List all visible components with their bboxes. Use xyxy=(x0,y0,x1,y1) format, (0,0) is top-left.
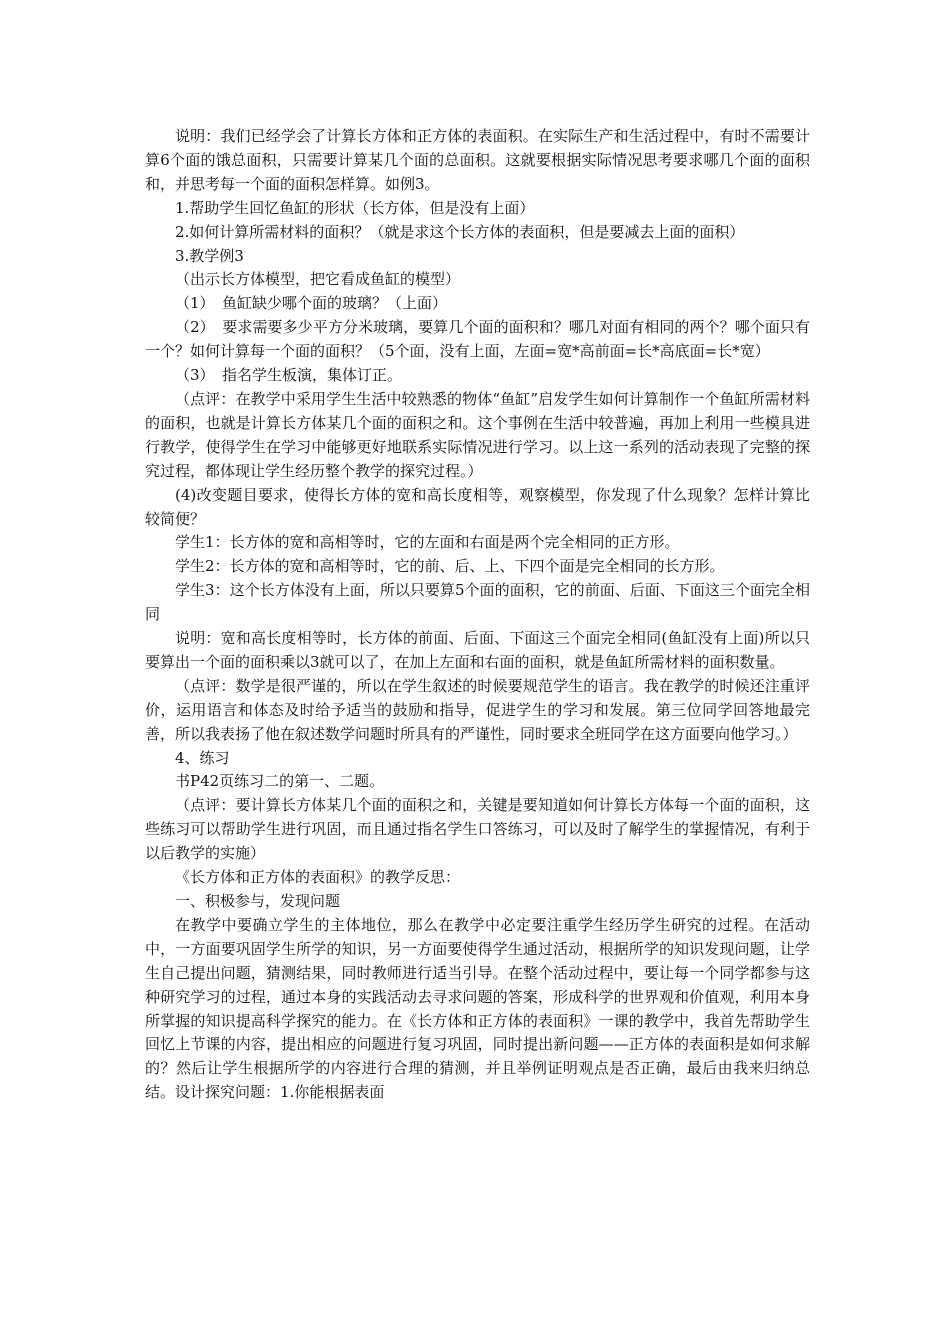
document-body xyxy=(145,125,810,1105)
paragraph-reflection-title: 《长方体和正方体的表面积》的教学反思： xyxy=(175,868,461,887)
paragraph-show-model: （出示长方体模型，把它看成鱼缸的模型） xyxy=(175,270,461,289)
paragraph-step-2: 2.如何计算所需材料的面积？（就是求这个长方体的表面积，但是要减去上面的面积） xyxy=(175,222,745,241)
paragraph-explanation-2: 说明：宽和高长度相等时，长方体的前面、后面、下面这三个面完全相同(鱼缸没有上面)所以只要算出一个面的面积乘以3就可以了，在加上左面和右面的面积，就是鱼缸所需材料的面积数量。 xyxy=(145,629,810,671)
paragraph-practice-book: 书P42页练习二的第一、二题。 xyxy=(175,772,385,791)
paragraph-comment-2: （点评：数学是很严谨的，所以在学生叙述的时候要规范学生的语言。我在教学的时候还注重评价，运用语言和体态及时给予适当的鼓励和指导，促进学生的学习和发展。第三位同学回答地最完善，所以我表扬了他在叙述数学问题时所具有的严谨性，同时要求全班同学在这方面要向他学习。） xyxy=(145,676,810,743)
paragraph-reflection-body: 在教学中要确立学生的主体地位，那么在教学中必定要注重学生经历学生研究的过程。在活动中，一方面要巩固学生所学的知识，另一方面要使得学生通过活动，根据所学的知识发现问题，让学生自己提出问题，猜测结果，同时教师进行适当引导。在整个活动过程中，要让每一个同学都参与这种研究学习的过程，通过本身的实践活动去寻求问题的答案，形成科学的世界观和价值观，利用本身所掌握的知识提高科学探究的能力。在《长方体和正方体的表面积》一课的教学中，我首先帮助学生回忆上节课的内容，提出相应的问题进行复习巩固，同时提出新问题——正方体的表面积是如何求解的？然后让学生根据所学的内容进行合理的猜测，并且举例证明观点是否正确，最后由我来归纳总结。设计探究问题：1.你能根据表面 xyxy=(145,915,810,1102)
paragraph-question-1: （1） 鱼缸缺少哪个面的玻璃？（上面） xyxy=(175,294,448,313)
paragraph-comment-1: （点评：在教学中采用学生生活中较熟悉的物体“鱼缸”启发学生如何计算制作一个鱼缸所需材料的面积，也就是计算长方体某几个面的面积之和。这个事例在生活中较普遍，再加上利用一些模具进行教学，使得学生在学习中能够更好地联系实际情况进行学习。以上这一系列的活动表现了完整的探究过程，都体现让学生经历整个教学的探究过程。） xyxy=(145,389,810,480)
paragraph-step-3: 3.教学例3 xyxy=(175,246,244,265)
paragraph-question-4: (4)改变题目要求，使得长方体的宽和高长度相等，观察模型，你发现了什么现象？怎样计算比较简便？ xyxy=(145,485,810,528)
paragraph-student-1: 学生1：长方体的宽和高相等时，它的左面和右面是两个完全相同的正方形。 xyxy=(175,533,680,552)
paragraph-comment-3: （点评：要计算长方体某几个面的面积之和，关键是要知道如何计算长方体每一个面的面积，这些练习可以帮助学生进行巩固，而且通过指名学生口答练习，可以及时了解学生的掌握情况，有利于以后教学的实施） xyxy=(145,796,810,863)
paragraph-step-1: 1.帮助学生回忆鱼缸的形状（长方体，但是没有上面） xyxy=(175,198,535,217)
paragraph-student-2: 学生2：长方体的宽和高相等时，它的前、后、上、下四个面是完全相同的长方形。 xyxy=(175,557,725,576)
paragraph-practice-heading: 4、练习 xyxy=(175,748,230,767)
paragraph-question-2: （2） 要求需要多少平方分米玻璃，要算几个面的面积和？哪几对面有相同的两个？哪个面只有一个？如何计算每一个面的面积？（5个面，没有上面，左面=宽*高前面=长*高底面=长*宽） xyxy=(145,318,810,361)
paragraph-reflection-section-1: 一、积极参与，发现问题 xyxy=(175,892,341,910)
paragraph-explanation-intro: 说明：我们已经学会了计算长方体和正方体的表面积。在实际生产和生活过程中，有时不需要计算6个面的饿总面积，只需要计算某几个面的总面积。这就要根据实际情况思考要求哪几个面的面积和，并思考每一个面的面积怎样算。如例3。 xyxy=(145,127,810,193)
paragraph-student-3: 学生3：这个长方体没有上面，所以只要算5个面的面积，它的前面、后面、下面这三个面完全相同 xyxy=(145,581,810,624)
paragraph-question-3: （3） 指名学生板演，集体订正。 xyxy=(175,366,403,385)
